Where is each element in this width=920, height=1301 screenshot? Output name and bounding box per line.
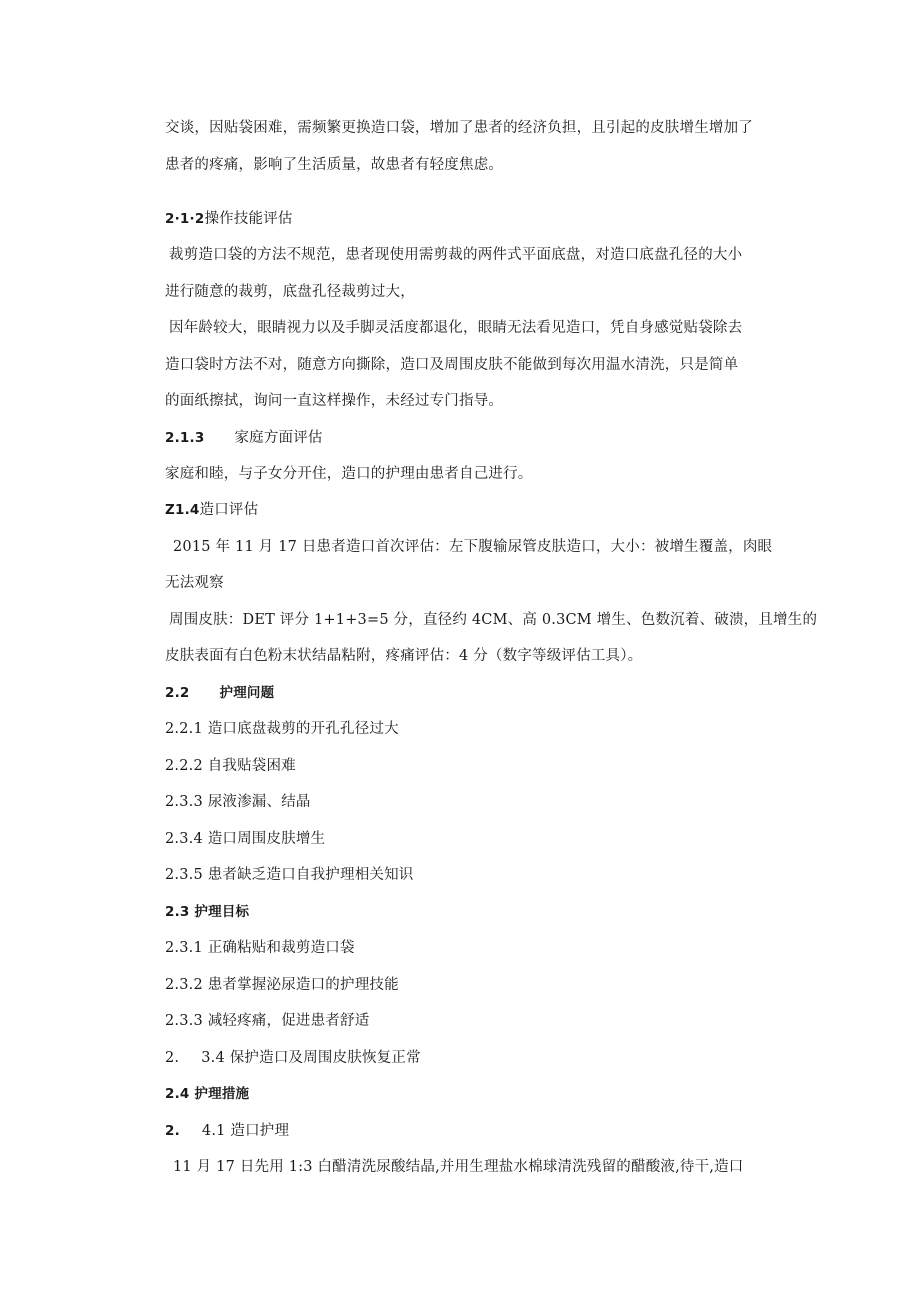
list-item	[165, 1048, 421, 1068]
heading-text: 4.1 造口护理	[201, 1123, 290, 1139]
section-heading-2-2	[165, 683, 274, 703]
paragraph-line: 交谈，因贴袋困难，需频繁更换造口袋，增加了患者的经济负担，且引起的皮肤增生增加了	[165, 120, 753, 136]
section-heading-2-1-2	[165, 209, 293, 229]
list-item: 2.3.3 减轻疼痛，促进患者舒适	[165, 1013, 370, 1029]
section-heading-2-1-4	[165, 500, 258, 520]
heading-text: 护理问题	[219, 685, 275, 701]
section-heading-2-3: 2.3 护理目标	[165, 904, 250, 920]
list-item: 2.3.2 患者掌握泌尿造口的护理技能	[165, 977, 399, 993]
heading-number: Z1.4	[165, 502, 200, 518]
paragraph-line: 进行随意的裁剪，底盘孔径裁剪过大，	[165, 284, 415, 300]
paragraph-line: 裁剪造口袋的方法不规范，患者现使用需剪裁的两件式平面底盘，对造口底盘孔径的大小	[169, 247, 743, 263]
heading-number: 2.2	[165, 685, 190, 701]
list-item: 2.2.2 自我贴袋困难	[165, 758, 296, 774]
list-item: 2.3.1 正确粘贴和裁剪造口袋	[165, 940, 355, 956]
paragraph-line: 皮肤表面有白色粉末状结晶粘附，疼痛评估：4 分（数字等级评估工具）。	[165, 648, 643, 664]
heading-number: 2·1·2	[165, 211, 205, 227]
heading-number: 2.	[165, 1123, 180, 1139]
list-item: 2.3.3 尿液渗漏、结晶	[165, 794, 311, 810]
list-item-number: 2.	[165, 1050, 180, 1066]
paragraph-line: 无法观察	[165, 575, 224, 591]
subsection-heading-2-4-1	[165, 1121, 289, 1141]
paragraph-line: 的面纸擦拭，询问一直这样操作，未经过专门指导。	[165, 393, 504, 409]
paragraph-line: 造口袋时方法不对，随意方向撕除，造口及周围皮肤不能做到每次用温水清洗，只是简单	[165, 357, 739, 373]
heading-number: 2.1.3	[165, 430, 205, 446]
list-item-text: 3.4 保护造口及周围皮肤恢复正常	[201, 1050, 421, 1066]
list-item: 2.3.4 造口周围皮肤增生	[165, 831, 326, 847]
paragraph-line: 家庭和睦，与子女分开住，造口的护理由患者自己进行。	[165, 466, 533, 482]
heading-text: 造口评估	[199, 502, 259, 518]
paragraph-line: 11 月 17 日先用 1:3 白醋清洗尿酸结晶,并用生理盐水棉球清洗残留的醋酸液,待干,造口	[173, 1159, 744, 1175]
list-item: 2.3.5 患者缺乏造口自我护理相关知识	[165, 867, 414, 883]
paragraph-line: 周围皮肤：DET 评分 1+1+3=5 分，直径约 4CM、高 0.3CM 增生、色数沉着、破溃，且增生的	[169, 612, 818, 628]
section-heading-2-1-3	[165, 428, 323, 448]
heading-text: 家庭方面评估	[234, 430, 323, 446]
heading-text: 操作技能评估	[204, 211, 293, 227]
paragraph-line: 患者的疼痛，影响了生活质量，故患者有轻度焦虑。	[165, 157, 504, 173]
section-heading-2-4: 2.4 护理措施	[165, 1086, 250, 1102]
paragraph-line: 因年龄较大，眼睛视力以及手脚灵活度都退化，眼睛无法看见造口，凭自身感觉贴袋除去	[169, 320, 743, 336]
list-item: 2.2.1 造口底盘裁剪的开孔孔径过大	[165, 721, 399, 737]
paragraph-line: 2015 年 11 月 17 日患者造口首次评估：左下腹输尿管皮肤造口，大小：被增生覆盖，肉眼	[173, 539, 773, 555]
